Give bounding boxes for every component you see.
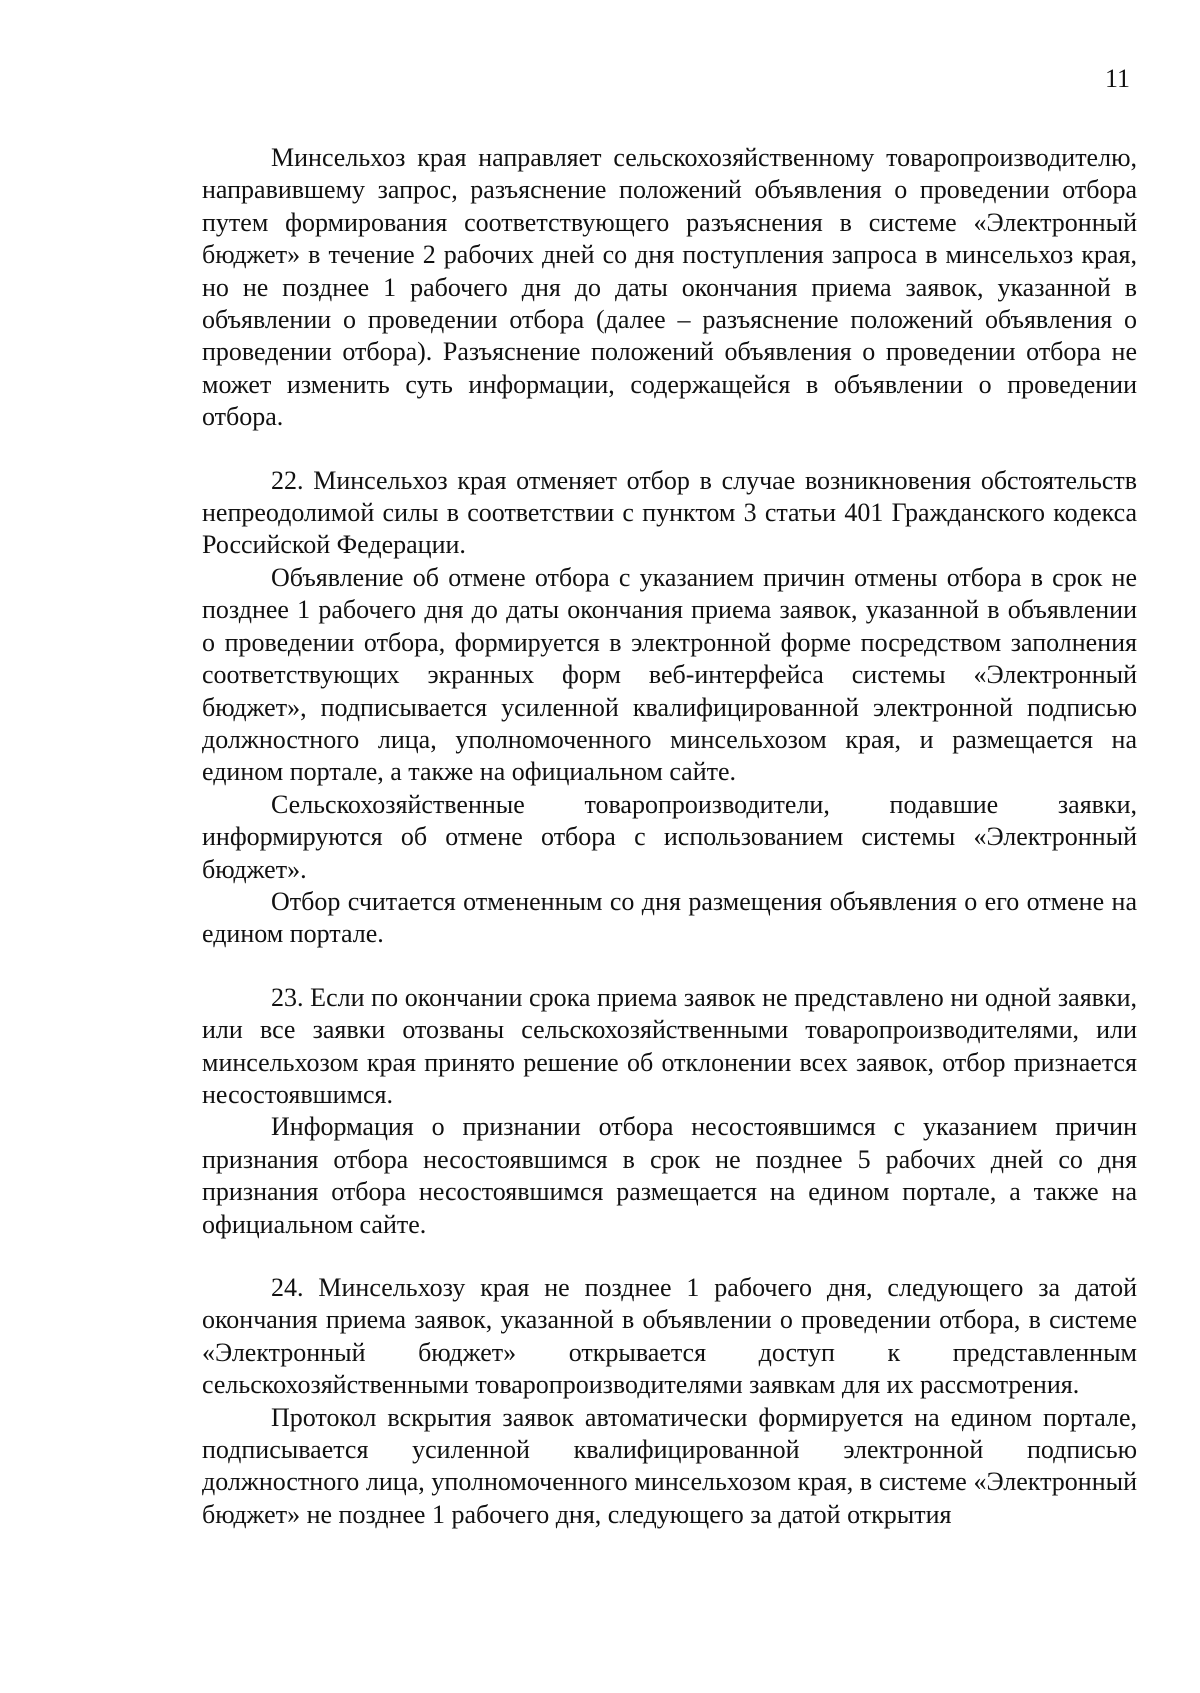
section-24 — [202, 1272, 1137, 1531]
paragraph: Объявление об отмене отбора с указанием причин отмены отбора в срок не позднее 1 рабочего дня до даты окончания приема заявок, указанной в объявлении о проведении отбора, формируется в электронной форме посредством заполнения соответствующих экранных форм веб-интерфейса системы «Электронный бюджет», подписывается усиленной квалифицированной электронной подписью должностного лица, уполномоченного минсельхозом края, и размещается на едином портале, а также на официальном сайте. — [202, 562, 1137, 787]
paragraph: 22. Минсельхоз края отменяет отбор в случае возникновения обстоятельств непреодолимой силы в соответствии с пунктом 3 статьи 401 Гражданского кодекса Российской Федерации. — [202, 465, 1137, 560]
paragraph: 23. Если по окончании срока приема заявок не представлено ни одной заявки, или все заявки отозваны сельскохозяйственными товаропроизводителями, или минсельхозом края принято решение об отклонении всех заявок, отбор признается несостоявшимся. — [202, 982, 1137, 1109]
paragraph: Отбор считается отмененным со дня размещения объявления о его отмене на едином портале. — [202, 886, 1137, 949]
document-body — [202, 142, 1137, 1531]
page-number: 11 — [1104, 64, 1130, 93]
section-gap — [202, 434, 1137, 465]
paragraph: Протокол вскрытия заявок автоматически формируется на едином портале, подписывается усиленной квалифицированной электронной подписью должностного лица, уполномоченного минсельхозом края, в системе «Электронный бюджет» не позднее 1 рабочего дня, следующего за датой открытия — [202, 1402, 1137, 1529]
section-gap — [202, 1241, 1137, 1272]
section-clarification — [202, 142, 1137, 434]
paragraph: Информация о признании отбора несостоявшимся с указанием причин признания отбора несостоявшимся в срок не позднее 5 рабочих дней со дня признания отбора несостоявшимся размещается на едином портале, а также на официальном сайте. — [202, 1112, 1137, 1239]
section-23 — [202, 982, 1137, 1241]
paragraph: Минсельхоз края направляет сельскохозяйственному товаропроизводителю, направившему запрос, разъяснение положений объявления о проведении отбора путем формирования соответствующего разъяснения в системе «Электронный бюджет» в течение 2 рабочих дней со дня поступления запроса в минсельхоз края, но не позднее 1 рабочего дня до даты окончания приема заявок, указанной в объявлении о проведении отбора (далее – разъяснение положений объявления о проведении отбора). Разъяснение положений объявления о проведении отбора не может изменить суть информации, содержащейся в объявлении о проведении отбора. — [202, 143, 1137, 432]
paragraph: Сельскохозяйственные товаропроизводители, подавшие заявки, информируются об отмене отбора с использованием системы «Электронный бюджет». — [202, 789, 1137, 884]
section-gap — [202, 951, 1137, 982]
paragraph: 24. Минсельхозу края не позднее 1 рабочего дня, следующего за датой окончания приема заявок, указанной в объявлении о проведении отбора, в системе «Электронный бюджет» открывается доступ к представленным сельскохозяйственными товаропроизводителями заявкам для их рассмотрения. — [202, 1273, 1137, 1400]
section-22 — [202, 465, 1137, 951]
